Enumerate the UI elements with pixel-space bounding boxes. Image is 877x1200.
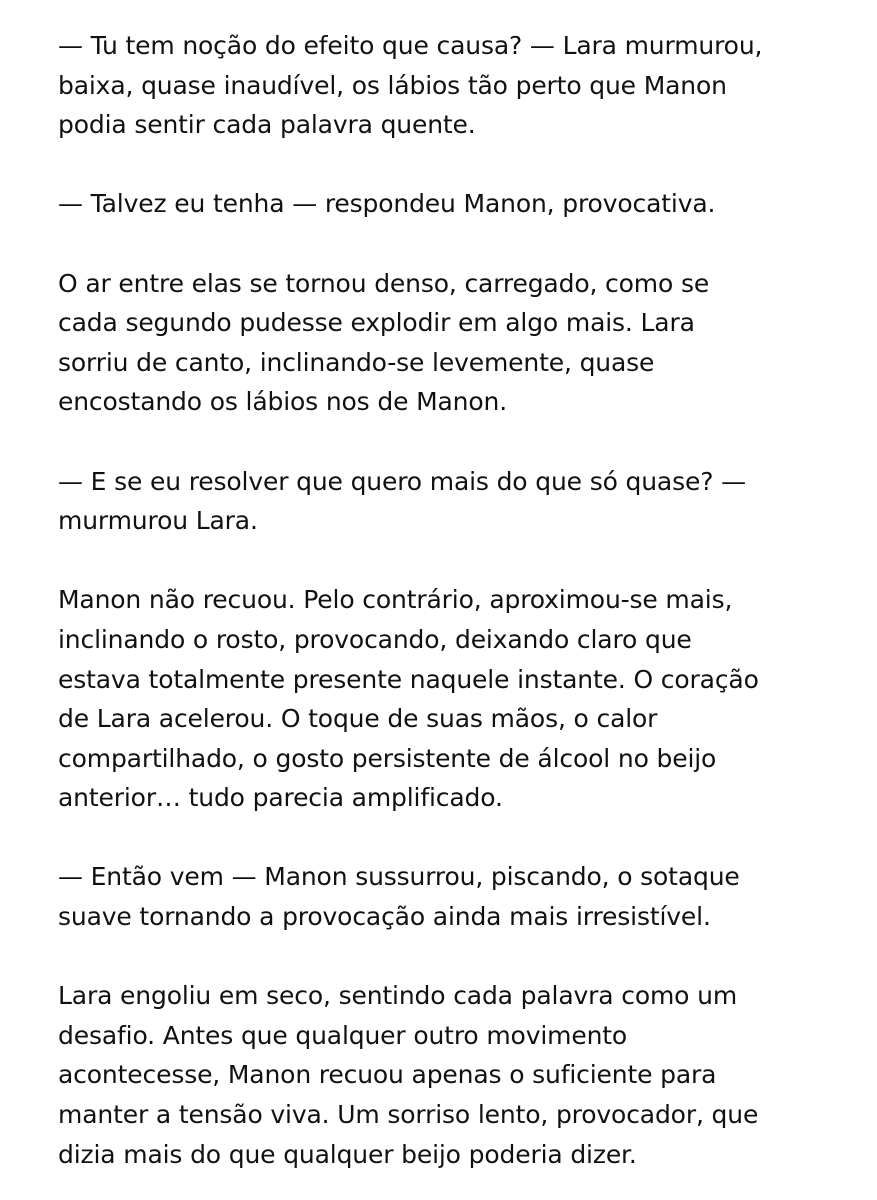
text-line: sorriu de canto, inclinando-se levemente, quase	[58, 347, 655, 377]
text-line: — Então vem — Manon sussurrou, piscando, o sotaque	[58, 862, 740, 892]
paragraph-4	[58, 462, 857, 541]
text-line: dizia mais do que qualquer beijo poderia dizer.	[58, 1139, 637, 1169]
paragraph-6	[58, 857, 857, 936]
text-line: O ar entre elas se tornou denso, carregado, como se	[58, 268, 710, 298]
text-line: inclinando o rosto, provocando, deixando claro que	[58, 624, 692, 654]
text-line: manter a tensão viva. Um sorriso lento, provocador, que	[58, 1100, 759, 1130]
text-line: suave tornando a provocação ainda mais irresistível.	[58, 902, 711, 932]
text-line: — E se eu resolver que quero mais do que só quase? —	[58, 466, 746, 496]
text-line: desafio. Antes que qualquer outro movimento	[58, 1020, 628, 1050]
text-line: compartilhado, o gosto persistente de álcool no beijo	[58, 743, 717, 773]
paragraph-2	[58, 184, 857, 224]
text-line: — Talvez eu tenha — respondeu Manon, provocativa.	[58, 189, 716, 219]
paragraph-3	[58, 264, 857, 422]
text-line: encostando os lábios nos de Manon.	[58, 387, 508, 417]
text-line: estava totalmente presente naquele instante. O coração	[58, 664, 759, 694]
text-line: — Tu tem noção do efeito que causa? — Lara murmurou,	[58, 31, 763, 60]
text-line: cada segundo pudesse explodir em algo mais. Lara	[58, 308, 695, 338]
text-line: baixa, quase inaudível, os lábios tão perto que Manon	[58, 70, 727, 100]
paragraph-5	[58, 580, 857, 818]
text-line: podia sentir cada palavra quente.	[58, 110, 476, 140]
text-line: Lara engoliu em seco, sentindo cada palavra como um	[58, 981, 738, 1011]
paragraph-7	[58, 976, 857, 1174]
text-line: acontecesse, Manon recuou apenas o suficiente para	[58, 1060, 717, 1090]
text-line: murmurou Lara.	[58, 506, 258, 536]
paragraph-1	[58, 26, 857, 145]
text-line: anterior… tudo parecia amplificado.	[58, 783, 503, 813]
text-line: de Lara acelerou. O toque de suas mãos, o calor	[58, 704, 658, 734]
text-line: Manon não recuou. Pelo contrário, aproximou-se mais,	[58, 585, 733, 615]
